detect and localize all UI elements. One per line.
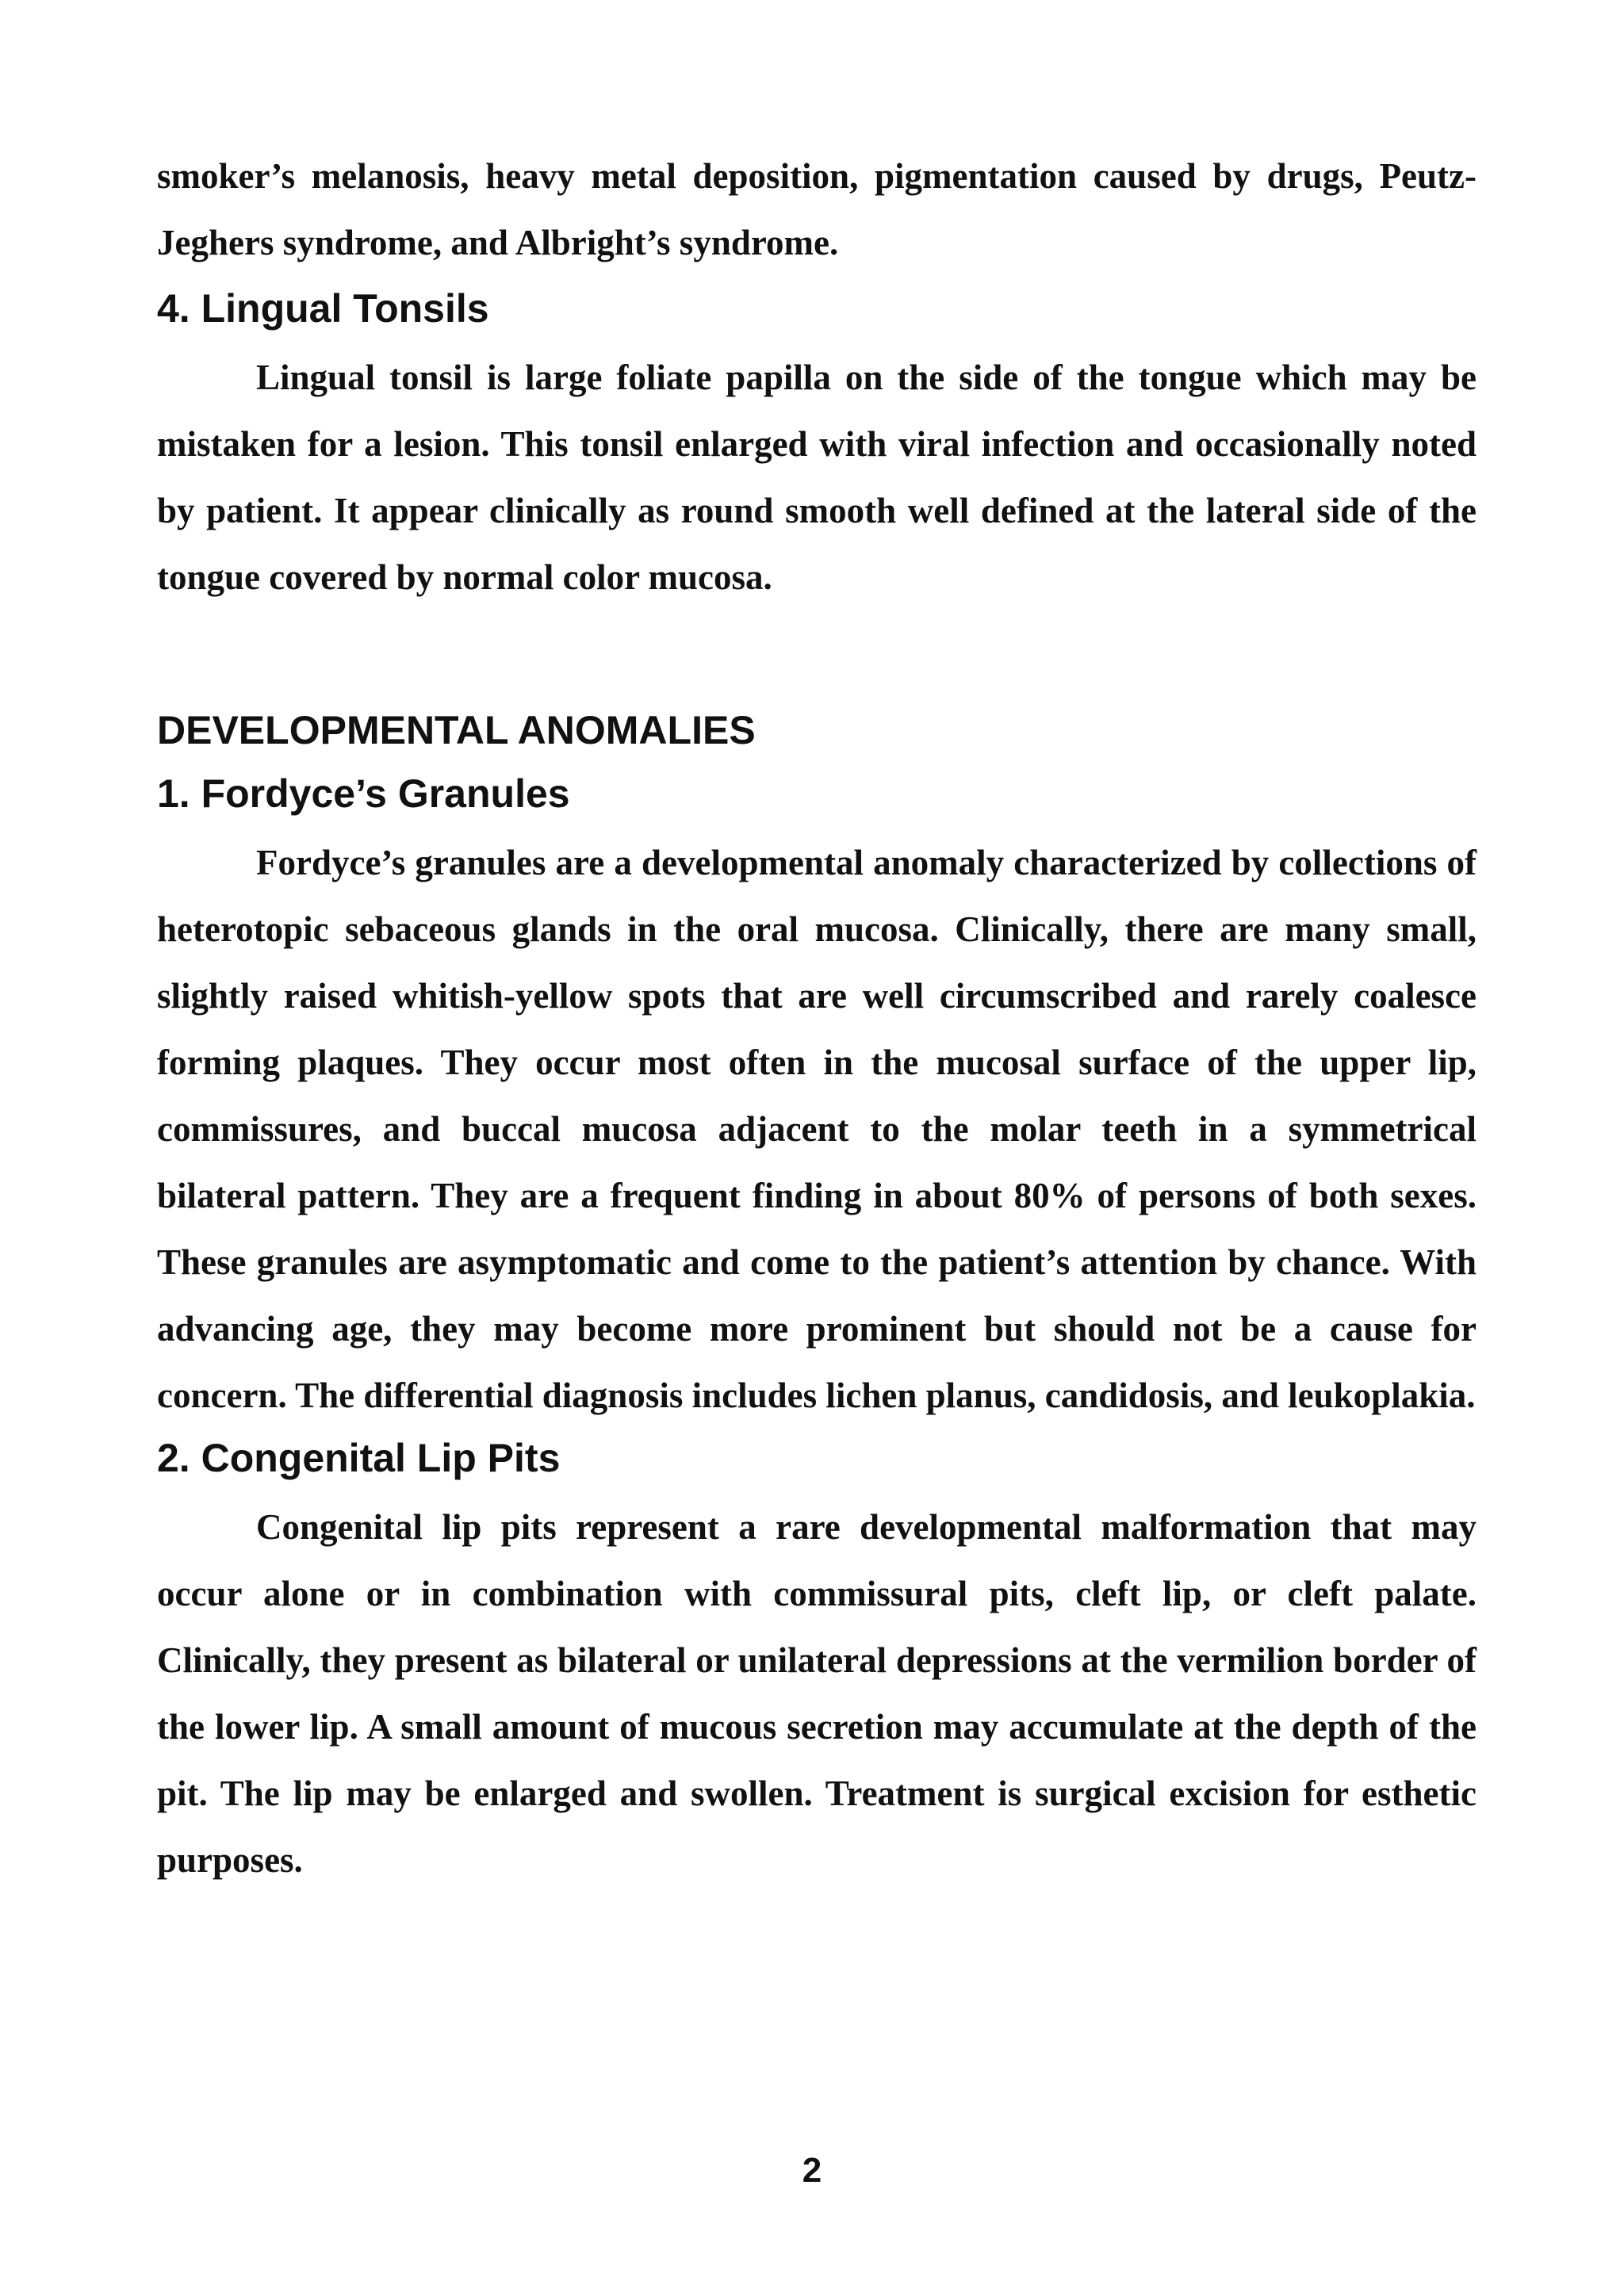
lingual-tonsils-heading: 4. Lingual Tonsils: [157, 286, 489, 331]
document-page: [157, 143, 1477, 1893]
lingual-tonsils-paragraph: Lingual tonsil is large foliate papilla on the side of the tongue which may be mistaken for a lesion. This tonsil enlarged with viral infection and occasionally noted by patient. It appear clinically as round smooth well defined at the lateral side of the tongue covered by normal color mucosa.: [157, 358, 1477, 597]
intro-paragraph: smoker’s melanosis, heavy metal deposition, pigmentation caused by drugs, Peutz-Jeghers syndrome, and Albright’s syndrome.: [157, 156, 1477, 262]
fordyce-granules-heading: 1. Fordyce’s Granules: [157, 771, 570, 816]
developmental-anomalies-heading: DEVELOPMENTAL ANOMALIES: [157, 708, 756, 752]
congenital-lip-pits-paragraph: Congenital lip pits represent a rare developmental malformation that may occur alone or in combination with commissural pits, cleft lip, or cleft palate. Clinically, they present as bilateral or unilateral depressions at the vermilion border of the lower lip. A small amount of mucous secretion may accumulate at the depth of the pit. The lip may be enlarged and swollen. Treatment is surgical excision for esthetic purposes.: [157, 1507, 1477, 1880]
congenital-lip-pits-heading: 2. Congenital Lip Pits: [157, 1436, 561, 1480]
page-number: 2: [802, 2151, 822, 2190]
fordyce-granules-paragraph: Fordyce’s granules are a developmental anomaly characterized by collections of heterotopic sebaceous glands in the oral mucosa. Clinically, there are many small, slightly raised whitish-yellow spots that are well circumscribed and rarely coalesce forming plaques. They occur most often in the mucosal surface of the upper lip, commissures, and buccal mucosa adjacent to the molar teeth in a symmetrical bilateral pattern. They are a frequent finding in about 80% of persons of both sexes. These granules are asymptomatic and come to the patient’s attention by chance. With advancing age, they may become more prominent but should not be a cause for concern. The differential diagnosis includes lichen planus, candidosis, and leukoplakia.: [157, 843, 1477, 1415]
